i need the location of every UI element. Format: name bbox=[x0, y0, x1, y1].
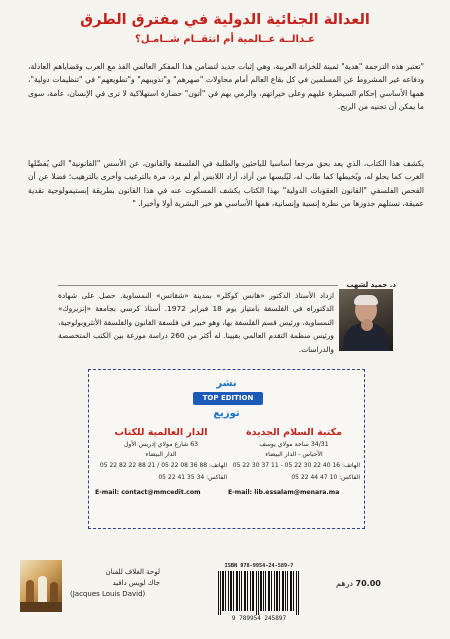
distributor-fax: الفاكس: 10 47 44 22 05 bbox=[291, 473, 360, 481]
price-value: 70.00 bbox=[355, 579, 381, 588]
blurb-paragraph-1: "تعتبر هذه الترجمة "هدية" ثمينة للخزانة العربية، وهي إثبات جديد لتضامن هذا المفكر العالمي الفذ مع العرب وقضاياهم العادلة، ودفاعه غير المشروط عن المسلمين في كل بقاع العالم أمام محاولات "صهرهم" و"تذويبهم" و"تطويعهم" في "تنظيمات دولية"، همها الأساسي إحكام السيطرة عليهم وعلى خيراتهم، والرمي بهم في "أتون" حضارة استهلاكية لا ترى في الإنسان، عامة، سوى ما يمكن أن تجنيه من الربح. bbox=[28, 62, 424, 112]
distributor-email[interactable]: E-mail: contact@mmcedit.com bbox=[95, 489, 201, 496]
author-photo-hand bbox=[361, 319, 373, 331]
painting-figure bbox=[50, 582, 58, 602]
separator-line bbox=[58, 285, 338, 286]
book-subtitle: عـدالــة عــالمية أم انتقــام شــامـل؟ bbox=[135, 34, 315, 45]
distributor-phone: الهاتف: 88 36 08 22 05 / 21 88 22 82 22 05 bbox=[99, 462, 227, 469]
barcode-bars bbox=[218, 571, 300, 615]
credit-line: لوحة الغلاف للفنان bbox=[105, 568, 160, 576]
cover-credit bbox=[70, 567, 160, 600]
distributor-address: الأحباس - الدار البيضاء bbox=[265, 450, 323, 458]
distributor-name: الدار العالمية للكتاب bbox=[114, 427, 208, 438]
barcode bbox=[214, 563, 304, 625]
painting-figure bbox=[38, 576, 47, 602]
author-photo bbox=[339, 289, 393, 351]
publish-label: نشر bbox=[216, 378, 237, 389]
author-bio: ازداد الأستاذ الدكتور «هانس كوكلر» بمدينة «شقاتس» النمساوية. حصل على شهادة الدكتوراه في الفلسفة بامتياز يوم 18 فبراير 1972. أستاذ كرسي بجامعة «إنزبروك» النمساوية، ورئيس قسم الفلسفة بها، وهو خبير في فلسفة القانون والفلسفة الأنثروبولوجية، ورئيس منظمة التقدم العالمي بفيينا. له أكثر من 260 دراسة موزعة بين الكتب المتخصصة والدراسات. bbox=[58, 291, 334, 354]
price-tag bbox=[336, 579, 381, 588]
isbn-label: ISBN 978-9954-24-589-7 bbox=[224, 563, 294, 569]
distributor-fax: الفاكس: 34 35 41 22 05 bbox=[158, 473, 227, 481]
distributor-phone: الهاتف: 16 40 22 30 22 05 - 11 37 30 22 05 bbox=[232, 462, 360, 469]
book-title: العدالة الجنائية الدولية في مفترق الطرق bbox=[80, 12, 370, 28]
distributor-address: 34/31 ساحة مولاي يوسف bbox=[259, 441, 329, 448]
distributor-address: 63 شارع مولاي إدريس الأول bbox=[123, 441, 199, 448]
distributor-dar-alamia bbox=[95, 426, 227, 498]
cover-painting-thumbnail bbox=[20, 560, 62, 612]
distributor-name: مكتبة السلام الجديدة bbox=[245, 427, 343, 438]
distributor-email[interactable]: E-mail: lib.essalam@menara.ma bbox=[228, 489, 340, 496]
distributor-essalam bbox=[228, 426, 360, 498]
painting-ground bbox=[20, 602, 62, 612]
distribute-label: توزيع bbox=[213, 408, 240, 419]
distributor-address: الدار البيضاء bbox=[145, 450, 177, 458]
credit-line: (Jacques Louis David) bbox=[70, 590, 146, 598]
author-photo-hair bbox=[354, 295, 378, 305]
top-edition-logo: TOP EDITION bbox=[193, 392, 263, 405]
credit-line: جاك لويس دافيد bbox=[112, 578, 160, 587]
distribution-box bbox=[88, 369, 365, 529]
price-unit: درهم bbox=[336, 579, 353, 588]
painting-figure bbox=[26, 580, 34, 602]
barcode-digits: 9 789954 245897 bbox=[231, 615, 287, 622]
blurb-paragraph-2: يكشف هذا الكتاب، الذي يعد بحق مرجعا أساسيا للباحثين والطلبة في الفلسفة والقانون، عن الأسس "القانونية" التي يُفصِّلها الغرب كما يحلو له، ويُخيطها كما طاب له، ليُلبسها من أراد، أراد اللابس أم لم يرد، مرة بالترغيب وأخرى بالترهيب؛ فضلا عن أن الفحص الفلسفي "القانون العقوبات الدولية" بهذا الكتاب يكشف المسكوت عنه في هذا القانون بطريقة إبستيمولوجية نقدية عميقة، تستلهم جذورها من نظرة إنسية وإنسانية، همها الأساسي هو خير البشرية أولا وأخيرا. " bbox=[28, 159, 424, 209]
blurb-author: د. حميد لشهب bbox=[346, 281, 396, 289]
